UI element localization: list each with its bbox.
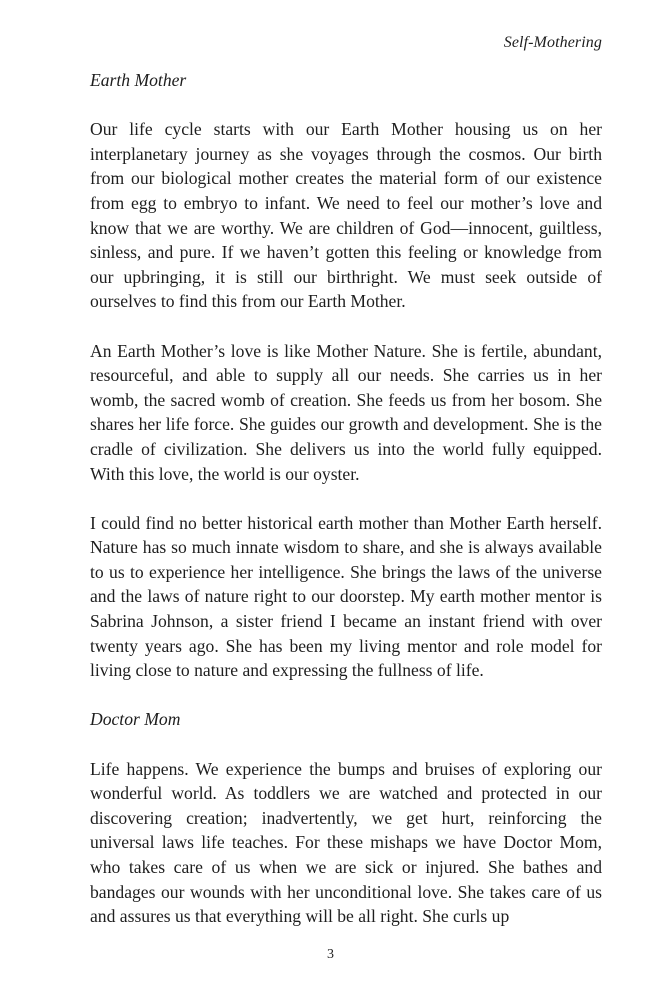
paragraph: An Earth Mother’s love is like Mother Nature. She is fertile, abundant, resourceful, and able to supply all our needs. She carries us in her womb, the sacred womb of creation. She feeds us from her bosom. She shares her life force. She guides our growth and development. She is the cradle of civilization. She delivers us into the world fully equipped. With this love, the world is our oyster. <box>90 340 602 484</box>
paragraph: Our life cycle starts with our Earth Mother housing us on her interplanetary journey as she voyages through the cosmos. Our birth from our biological mother creates the material form of our existence from egg to embryo to infant. We need to feel our mother’s love and know that we are worthy. We are children of God—innocent, guiltless, sinless, and pure. If we haven’t gotten this feeling or knowledge from our upbringing, it is still our birthright. We must seek outside of ourselves to find this from our Earth Mother. <box>90 119 602 312</box>
running-header: Self-Mothering <box>503 34 602 51</box>
page-number: 3 <box>327 947 334 962</box>
page-body <box>90 68 602 929</box>
paragraph: I could find no better historical earth mother than Mother Earth herself. Nature has so much innate wisdom to share, and she is always available to us to experience her intelligence. She brings the laws of the universe and the laws of nature right to our doorstep. My earth mother mentor is Sabrina Johnson, a sister friend I became an instant friend with over twenty years ago. She has been my living mentor and role model for living close to nature and expressing the fullness of life. <box>90 512 602 681</box>
section-heading-doctor-mom: Doctor Mom <box>90 709 181 730</box>
section-heading-earth-mother: Earth Mother <box>90 70 187 90</box>
paragraph: Life happens. We experience the bumps and bruises of exploring our wonderful world. As toddlers we are watched and protected in our discovering creation; inadvertently, we get hurt, reinforcing the universal laws life teaches. For these mishaps we have Doctor Mom, who takes care of us when we are sick or injured. She bathes and bandages our wounds with her unconditional love. She takes care of us and assures us that everything will be all right. She curls up <box>90 758 602 927</box>
